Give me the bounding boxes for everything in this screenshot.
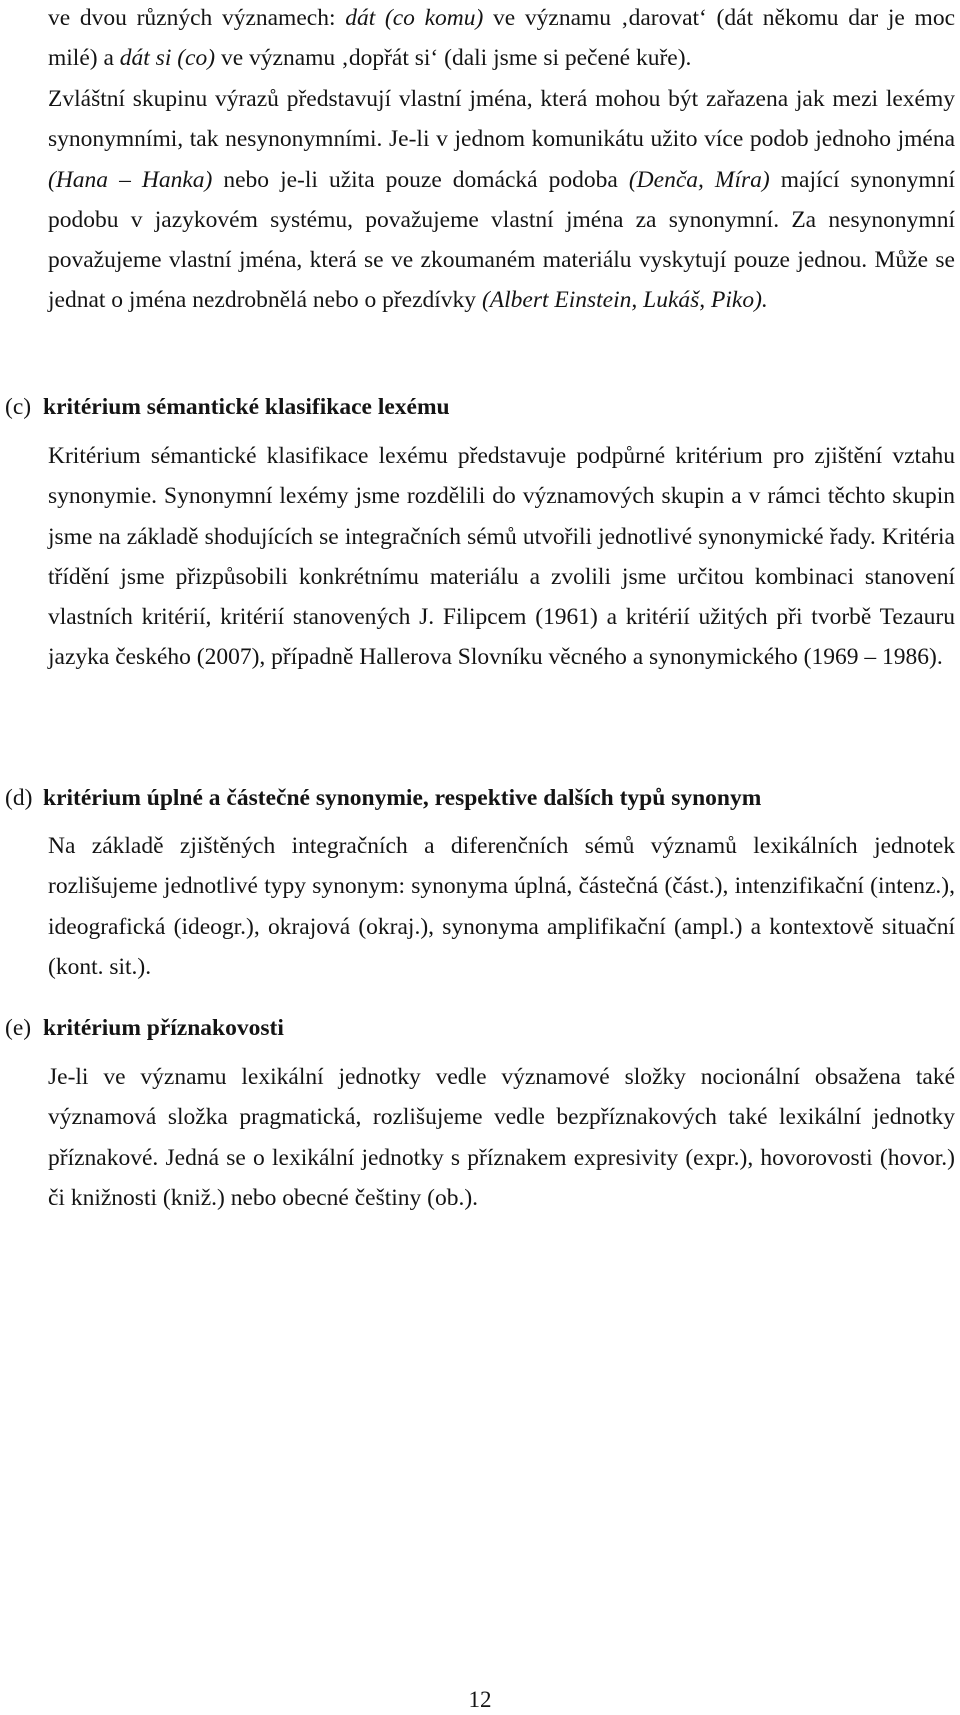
- text-segment: ve významu ‚darovat‘ (dát někomu dar je moc milé) a: [48, 5, 956, 72]
- italic-text-segment: dát si (co): [119, 45, 216, 72]
- text-segment: Je-li ve významu lexikální jednotky vedle významové složky nocionální obsažena také významová složka pragmatická, rozlišujeme vedle bezpříznakových také lexikální jednotky příznakové. Jedná se o lexikální jednotky s příznakem expresivity (expr.), hovorovosti (hovor.) či knižnosti (kniž.) nebo obecné češtiny (ob.).: [48, 1064, 955, 1211]
- paragraph-markedness: [48, 1057, 955, 1218]
- section-heading-c: [5, 391, 955, 423]
- italic-text-segment: (Albert Einstein, Lukáš, Piko).: [481, 287, 768, 314]
- text-segment: Zvláštní skupinu výrazů představují vlastní jména, která mohou být zařazena jak mezi lexémy synonymními, tak nesynonymními. Je-li v jednom komunikátu užito více podob jednoho jména: [48, 86, 955, 153]
- section-heading-e: [5, 1012, 955, 1044]
- section-title-e: kritérium příznakovosti: [43, 1015, 284, 1041]
- section-title-c: kritérium sémantické klasifikace lexému: [43, 394, 450, 420]
- text-segment: nebo je-li užita pouze domácká podoba: [212, 166, 629, 193]
- section-marker-e: (e): [5, 1015, 32, 1041]
- paragraph-continuation: [48, 0, 955, 79]
- italic-text-segment: dát (co komu): [345, 5, 484, 31]
- section-marker-c: (c): [5, 394, 32, 420]
- text-segment: mající synonymní podobu v jazykovém systému, považujeme vlastní jména za synonymní. Za nesynonymní považujeme vlastní jména, která se ve zkoumaném materiálu vyskytují pouze jednou. Může se jednat o jména nezdrobnělá nebo o přezdívky: [48, 166, 955, 314]
- paragraph-semantic-classification: [48, 436, 955, 678]
- page-number: 12: [468, 1687, 492, 1712]
- italic-text-segment: (Hana – Hanka): [48, 166, 213, 193]
- paragraph-proper-names: [48, 79, 955, 321]
- paragraph-synonym-types: [48, 826, 955, 987]
- italic-text-segment: (Denča, Míra): [628, 166, 770, 193]
- section-title-d: kritérium úplné a částečné synonymie, respektive dalších typů synonym: [43, 785, 762, 811]
- text-segment: ve významu ‚dopřát si‘ (dali jsme si pečené kuře).: [215, 45, 692, 72]
- text-segment: Na základě zjištěných integračních a diferenčních sémů významů lexikálních jednotek rozlišujeme jednotlivé typy synonym: synonyma úplná, částečná (část.), intenzifikační (intenz.), ideografická (ideogr.), okrajová (okraj.), synonyma amplifikační (ampl.) a kontextově situační (kont. sit.).: [48, 833, 955, 980]
- section-marker-d: (d): [5, 785, 33, 811]
- section-heading-d: [5, 782, 955, 814]
- text-segment: ve dvou různých významech:: [48, 5, 346, 31]
- text-segment: Kritérium sémantické klasifikace lexému představuje podpůrné kritérium pro zjištění vztahu synonymie. Synonymní lexémy jsme rozdělili do významových skupin a v rámci těchto skupin jsme na základě shodujících se integračních sémů utvořili jednotlivé synonymické řady. Kritéria třídění jsme přizpůsobili konkrétnímu materiálu a zvolili jsme určitou kombinaci stanovení vlastních kritérií, kritérií stanovených J. Filipcem (1961) a kritérií užitých při tvorbě Tezauru jazyka českého (2007), případně Hallerova Slovníku věcného a synonymického (1969 – 1986).: [48, 443, 955, 671]
